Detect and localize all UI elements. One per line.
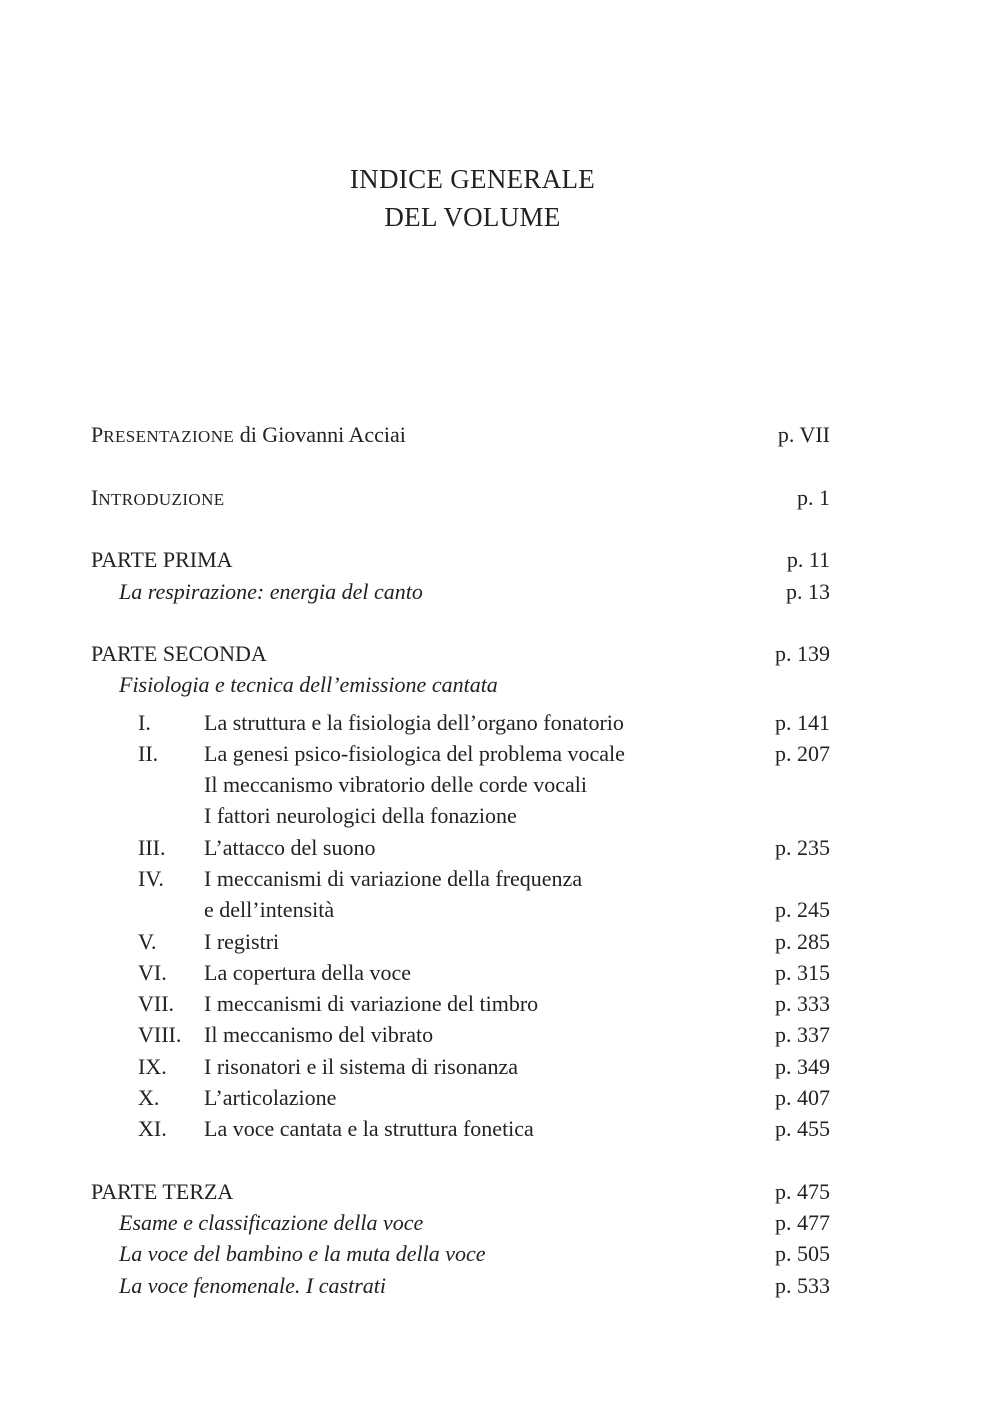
chapter-title: I registri xyxy=(204,929,280,954)
toc-page-number: p. 455 xyxy=(775,1116,830,1141)
chapter-title: I meccanismi di variazione della frequenza xyxy=(204,866,583,891)
toc-page-number: p. 245 xyxy=(775,897,830,922)
toc-page-number: p. 533 xyxy=(775,1273,830,1298)
part-subtitle: La voce fenomenale. I castrati xyxy=(119,1273,386,1298)
chapter-title: L’attacco del suono xyxy=(204,835,376,860)
toc-page-number: p. 505 xyxy=(775,1241,830,1266)
toc-chapter[interactable] xyxy=(0,1113,1005,1144)
chapter-title: I fattori neurologici della fonazione xyxy=(204,803,517,828)
toc-page-number: p. 407 xyxy=(775,1085,830,1110)
toc-page-number: p. 333 xyxy=(775,991,830,1016)
toc-page-number: p. 11 xyxy=(786,547,830,572)
toc-page-number: p. 315 xyxy=(775,960,830,985)
toc-chapter[interactable] xyxy=(0,957,1005,988)
chapter-number: I. xyxy=(138,710,151,735)
toc-part-prima[interactable] xyxy=(0,544,1005,575)
small-caps-initial: I xyxy=(91,485,99,510)
chapter-number: V. xyxy=(138,929,157,954)
chapter-number: XI. xyxy=(138,1116,167,1141)
toc-chapter[interactable] xyxy=(0,988,1005,1019)
toc-page-number: p. 235 xyxy=(775,835,830,860)
toc-entry-introduzione[interactable] xyxy=(0,482,1005,513)
toc-part-subtitle xyxy=(0,669,1005,700)
toc-chapter-continuation xyxy=(0,769,1005,800)
title-line-1: INDICE GENERALE xyxy=(349,164,596,194)
toc-chapter[interactable] xyxy=(0,832,1005,863)
toc-chapter-continuation xyxy=(0,800,1005,831)
toc-entry-label xyxy=(91,419,406,452)
toc-entry-presentazione[interactable] xyxy=(0,419,1005,450)
toc-entry-label xyxy=(91,482,225,515)
toc-part-subtitle[interactable] xyxy=(0,1270,1005,1301)
toc-part-terza[interactable] xyxy=(0,1176,1005,1207)
chapter-title: La struttura e la fisiologia dell’organo fonatorio xyxy=(204,710,624,735)
toc-part-seconda[interactable] xyxy=(0,638,1005,669)
small-caps-rest: RESENTAZIONE xyxy=(103,427,235,446)
toc-chapter[interactable] xyxy=(0,1082,1005,1113)
chapter-title: L’articolazione xyxy=(204,1085,337,1110)
part-heading: PARTE PRIMA xyxy=(91,547,233,572)
chapter-title: La copertura della voce xyxy=(204,960,412,985)
toc-chapter[interactable] xyxy=(0,863,1005,894)
part-subtitle: Fisiologia e tecnica dell’emissione cantata xyxy=(119,672,498,697)
toc-chapter-continuation[interactable] xyxy=(0,894,1005,925)
toc-chapter[interactable] xyxy=(0,1019,1005,1050)
chapter-title: Il meccanismo vibratorio delle corde vocali xyxy=(204,772,588,797)
toc-page-number: p. 285 xyxy=(775,929,830,954)
part-subtitle: Esame e classificazione della voce xyxy=(119,1210,424,1235)
toc-page-number: p. VII xyxy=(777,422,830,447)
author-text: di Giovanni Acciai xyxy=(234,422,406,447)
toc-page-number: p. 337 xyxy=(775,1022,830,1047)
toc-page-number: p. 207 xyxy=(775,741,830,766)
toc-part-subtitle[interactable] xyxy=(0,1207,1005,1238)
chapter-title: La voce cantata e la struttura fonetica xyxy=(204,1116,534,1141)
chapter-title: Il meccanismo del vibrato xyxy=(204,1022,434,1047)
toc-page-number: p. 139 xyxy=(775,641,830,666)
chapter-title: I meccanismi di variazione del timbro xyxy=(204,991,539,1016)
toc-part-subtitle[interactable] xyxy=(0,576,1005,607)
toc-page-number: p. 475 xyxy=(775,1179,830,1204)
chapter-title: I risonatori e il sistema di risonanza xyxy=(204,1054,519,1079)
part-subtitle: La voce del bambino e la muta della voce xyxy=(119,1241,486,1266)
chapter-title: e dell’intensità xyxy=(204,897,335,922)
part-subtitle: La respirazione: energia del canto xyxy=(119,579,423,604)
part-heading: PARTE SECONDA xyxy=(91,641,267,666)
toc-part-subtitle[interactable] xyxy=(0,1238,1005,1269)
title-line-2: DEL VOLUME xyxy=(384,202,561,232)
small-caps-rest: NTRODUZIONE xyxy=(98,490,225,509)
chapter-number: IX. xyxy=(138,1054,167,1079)
toc-page-number: p. 141 xyxy=(775,710,830,735)
part-heading: PARTE TERZA xyxy=(91,1179,234,1204)
chapter-number: VI. xyxy=(138,960,167,985)
chapter-number: II. xyxy=(138,741,159,766)
small-caps-initial: P xyxy=(91,422,104,447)
chapter-title: La genesi psico-fisiologica del problema vocale xyxy=(204,741,625,766)
toc-page-number: p. 349 xyxy=(775,1054,830,1079)
toc-chapter[interactable] xyxy=(0,707,1005,738)
chapter-number: VIII. xyxy=(138,1022,182,1047)
toc-chapter[interactable] xyxy=(0,926,1005,957)
chapter-number: X. xyxy=(138,1085,160,1110)
toc-page-number: p. 13 xyxy=(786,579,830,604)
toc-chapter[interactable] xyxy=(0,1051,1005,1082)
toc-chapter[interactable] xyxy=(0,738,1005,769)
chapter-number: III. xyxy=(138,835,166,860)
toc-page-number: p. 477 xyxy=(775,1210,830,1235)
toc-page-number: p. 1 xyxy=(797,485,830,510)
chapter-number: IV. xyxy=(138,866,164,891)
chapter-number: VII. xyxy=(138,991,175,1016)
